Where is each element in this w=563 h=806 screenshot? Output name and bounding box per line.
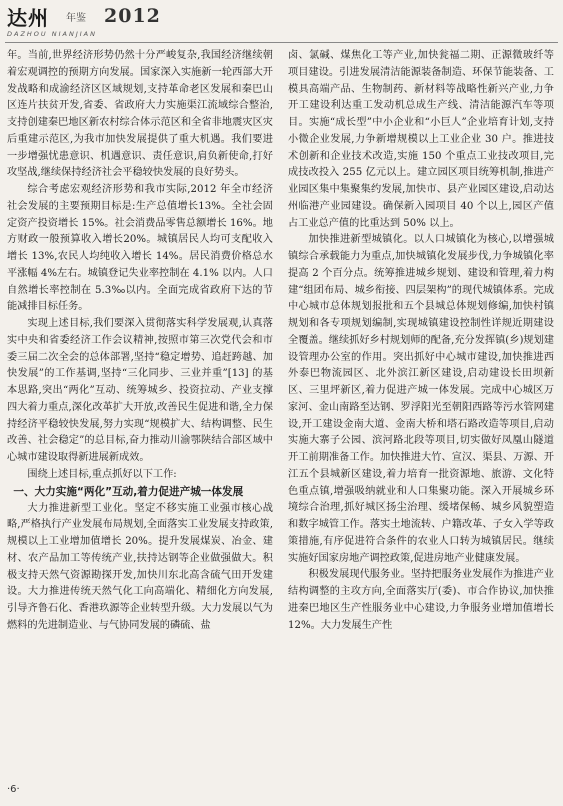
yearbook-logo-subtitle: 年鉴: [66, 13, 86, 24]
paragraph: 大力推进新型工业化。坚定不移实施工业强市核心战略,严格执行产业发展布局规划,全面落实工业发展支持政策,规模以上工业增加值增长 20%。提升发展煤炭、冶金、建材、农产品加工等传统产业,扶持达钢等企业做强做大。积极支持天然气资源勘探开发,加快川东北高含硫气田开发建设。大力推进传统天然气化工向高端化、精细化方向发展,引导齐鲁石化、香港玖源等企业转型升级。大力发展以气为燃料的先进制造业、与气协同发展的磷硫、盐: [7, 502, 273, 631]
paragraph: 年。当前,世界经济形势仍然十分严峻复杂,我国经济继续朝着宏观调控的预期方向发展。国家深入实施新一轮西部大开发战略和成渝经济区区域规划,支持革命老区发展和秦巴山区连片扶贫开发,省委、省政府大力实施渠江流域综合整治,支持创建秦巴地区新农村综合体示范区和全省非地震灾区灾后重建示范区,为我市加快发展提供了重大机遇。我们要进一步增强忧患意识、机遇意识、责任意识,肩负新使命,打好攻坚战,继续保持经济社会平稳较快发展的良好势头。: [7, 50, 273, 179]
section-heading: 一、大力实施“两化”互动,着力促进产城一体发展: [13, 485, 244, 498]
yearbook-logo-title: 达州: [7, 6, 49, 30]
yearbook-pinyin: DAZHOU NIANJIAN: [7, 30, 97, 38]
page-header: [0, 0, 563, 46]
yearbook-year: 2012: [104, 5, 161, 27]
paragraph: 围绕上述目标,重点抓好以下工作:: [27, 468, 177, 480]
paragraph: 积极发展现代服务业。坚持把服务业发展作为推进产业结构调整的主攻方向,全面落实厅(委)、市合作协议,加快推进秦巴地区生产性服务业中心建设,力争服务业增加值增长 12%。大力发展生产性: [288, 569, 554, 631]
left-column: [7, 48, 273, 635]
paragraph: 综合考虑宏观经济形势和我市实际,2012 年全市经济社会发展的主要预期目标是:生产总值增长13%。全社会固定资产投资增长 15%。社会消费品零售总额增长 16%。地方财政一般预算收入增长20%。城镇居民人均可支配收入增长 13%,农民人均纯收入增长 14%。居民消费价格总水平涨幅 4%左右。城镇登记失业率控制在 4.1% 以内。人口自然增长率控制在 5.3‰以内。全面完成省政府下达的节能减排目标任务。: [7, 184, 273, 313]
paragraph: 加快推进新型城镇化。以人口城镇化为核心,以增强城镇综合承载能力为重点,加快城镇化发展步伐,力争城镇化率提高 2 个百分点。统筹推进城乡规划、建设和管理,着力构建“组团布局、城乡衔接、四层架构”的现代城镇体系。完成中心城市总体规划报批和五个县城总体规划修编,加快村镇规划和各专项规划编制,实现城镇建设控制性详规近期建设全覆盖。继续抓好乡村规划师的配备,充分发挥镇(乡)规划建设管理办公室的作用。突出抓好中心城市建设,加快推进西外泰巴物流园区、北外滨江新区建设,启动建设长田坝新区、三里坪新区,着力促进产城一体发展。完成中心城区万家河、金山南路至达钢、罗浮阳光至朝阳西路等污水管网建设,开工建设金南大道、金南大桥和塔石路改造等项目,启动实施大寨子公园、滨河路北段等项目,切实做好凤凰山隧道开工前期准备工作。加快推进大竹、宣汉、渠县、万源、开江五个县城新区建设,着力培育一批资源地、旅游、文化特色重点镇,增强吸纳就业和人口集聚功能。深入开展城乡环境综合治理,抓好城区扬尘治理、缓堵保畅、城乡风貌塑造和数字城管工作。落实土地流转、户籍改革、子女入学等政策措施,有序促进符合条件的农业人口转为城镇居民。继续实施好国家房地产调控政策,促进房地产业健康发展。: [288, 234, 554, 564]
page-number: ·6·: [7, 784, 20, 795]
right-column: [288, 48, 554, 634]
header-divider: [5, 42, 558, 43]
paragraph: 卤、氯碱、煤焦化工等产业,加快瓮福二期、正源微玻纤等项目建设。引进发展清洁能源装备制造、环保节能装备、工模具高端产品、生物制药、新材料等战略性新兴产业,力争开工建设利达重工发动机总成生产线、清洁能源汽车等项目。实施“成长型”中小企业和“小巨人”企业培育计划,支持小微企业发展,力争新增规模以上工业企业 30 户。推进技术创新和企业技术改造,实施 150 个重点工业技改项目,完成技改投入 255 亿元以上。建立园区项目统筹机制,推进产业园区集中集聚集约发展,加快市、县产业园区建设,启动达州临港产业园建设。确保新入园项目 40 个以上,园区产值占工业总产值的比重达到 50% 以上。: [288, 50, 554, 229]
paragraph: 实现上述目标,我们要深入贯彻落实科学发展观,认真落实中央和省委经济工作会议精神,按照市第三次党代会和市委三届二次全会的总体部署,坚持“稳定增势、追赶跨越、加快发展”的工作基调,坚持“三化同步、三业并重”[13] 的基本思路,突出“两化”互动、统筹城乡、投资拉动、产业支撑四大着力重点,深化改革扩大开放,改善民生促进和谐,全力保持经济平稳较快发展,努力实现“规模扩大、结构调整、民生改善、社会稳定”的总目标,奋力推动川渝鄂陕结合部区域中心城市建设取得新进展新成效。: [7, 318, 273, 463]
